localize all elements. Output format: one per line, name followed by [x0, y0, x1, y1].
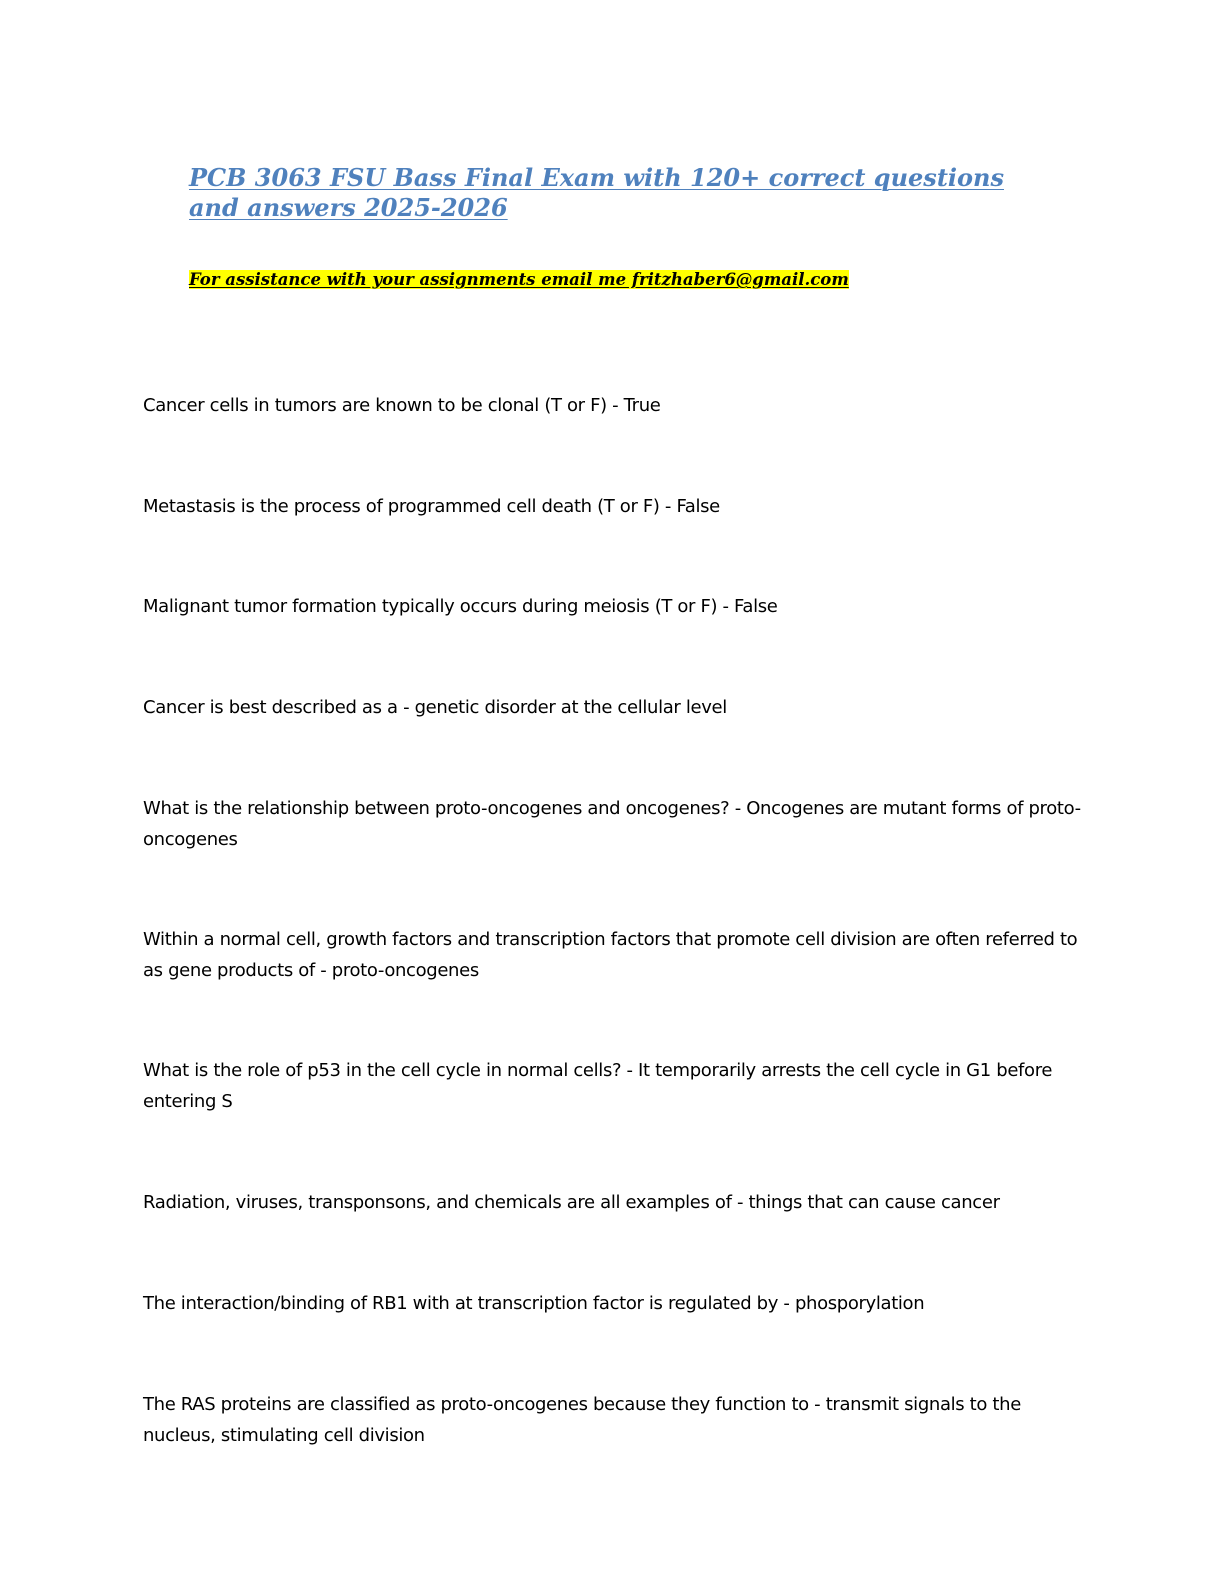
qa-item-9: The interaction/binding of RB1 with at transcription factor is regulated by - phosporylation — [143, 1293, 925, 1314]
qa-item-7: What is the role of p53 in the cell cycle in normal cells? - It temporarily arrests the cell cycle in G1 before entering S — [143, 1060, 1053, 1112]
qa-item-5: What is the relationship between proto-oncogenes and oncogenes? - Oncogenes are mutant forms of proto-oncogenes — [143, 798, 1081, 850]
document-title[interactable]: PCB 3063 FSU Bass Final Exam with 120+ correct questions and answers 2025-2026 — [189, 163, 1004, 222]
qa-item-8: Radiation, viruses, transponsons, and chemicals are all examples of - things that can cause cancer — [143, 1192, 1000, 1213]
qa-item-2: Metastasis is the process of programmed cell death (T or F) - False — [143, 496, 720, 517]
qa-item-3: Malignant tumor formation typically occurs during meiosis (T or F) - False — [143, 596, 778, 617]
assistance-note — [189, 268, 849, 292]
qa-item-4: Cancer is best described as a - genetic disorder at the cellular level — [143, 697, 727, 718]
qa-item-6: Within a normal cell, growth factors and transcription factors that promote cell division are often referred to as gene products of - proto-oncogenes — [143, 929, 1078, 981]
qa-item-1: Cancer cells in tumors are known to be clonal (T or F) - True — [143, 395, 661, 416]
assistance-email-link[interactable]: For assistance with your assignments email me fritzhaber6@gmail.com — [189, 270, 849, 289]
qa-item-10: The RAS proteins are classified as proto-oncogenes because they function to - transmit signals to the nucleus, stimulating cell division — [143, 1394, 1021, 1446]
